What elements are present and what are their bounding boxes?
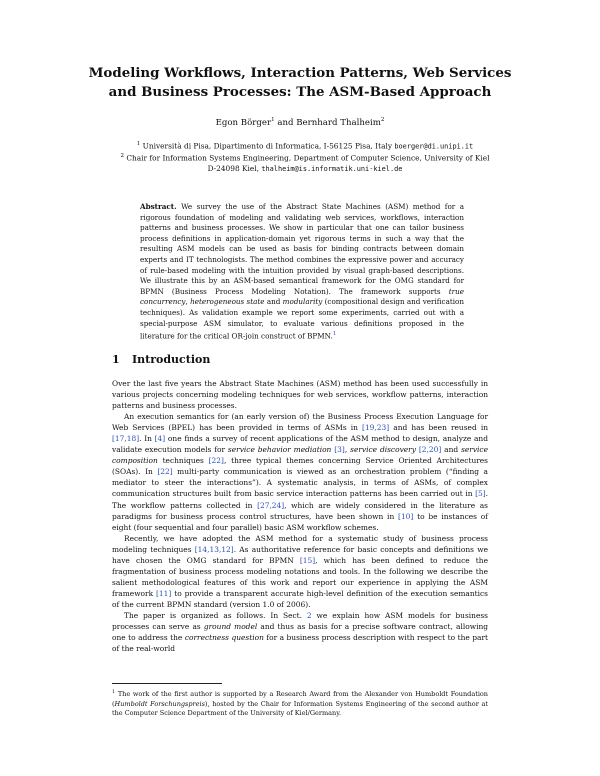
p2-emphasis: service behavior mediation (227, 445, 332, 455)
p4-text: The paper is organized as follows. In Sect. (124, 610, 307, 620)
cite-link[interactable]: [3] (334, 445, 345, 455)
affiliation-1-mark: 1 (136, 141, 141, 147)
author-1-mark: 1 (271, 117, 275, 123)
p2-emphasis: service composition (112, 445, 488, 466)
cite-link[interactable]: [2,20] (418, 445, 442, 455)
cite-link[interactable]: [22] (208, 456, 224, 466)
p4-emphasis: ground model (203, 622, 258, 632)
abstract-text-1: We survey the use of the Abstract State Machines (ASM) method for a rigorous foundation of modeling and validating web services, workflows, interaction patterns and business processes. We show in particular that one can tailor business process definitions in application-domain yet rigorous terms in such a way that the resulting ASM models can be used as basis for binding contracts between domain experts and IT technologists. The method combines the expressive power and accuracy of rule-based modeling with the intuition provided by visual graph-based descriptions. We illustrate this by an ASM-based semantical framework for the OMG standard for BPMN (Business Process Modeling Notation). The framework supports (140, 202, 464, 296)
cite-link[interactable]: [17,18] (112, 434, 140, 444)
paper-title (60, 64, 540, 102)
p2-text: one finds a survey of recent applications of the ASM method to design, analyze and validate execution models for (112, 434, 488, 455)
p2-text: , three typical themes concerning Service Oriented Architectures (SOAs). In (112, 456, 489, 477)
p2-text: . The workflow patterns collected in (112, 489, 488, 510)
section-heading (112, 353, 210, 366)
cite-link[interactable]: [14,13,12] (194, 544, 234, 554)
p4-text: we explain how ASM models for business processes can serve as (112, 610, 488, 632)
section-link[interactable]: 2 (306, 610, 312, 620)
paragraph-3 (112, 533, 488, 610)
affiliation-2-text: Chair for Information Systems Engineering, Department of Computer Science, University of Kiel (126, 153, 490, 163)
author-separator: and (274, 117, 297, 128)
abstract-label: Abstract. (140, 202, 177, 211)
affiliation-1-email[interactable]: boerger@di.unipi.it (394, 142, 474, 151)
title-line-1: Modeling Workflows, Interaction Patterns, Web Services (88, 65, 512, 81)
abstract-em-3: modularity (282, 297, 323, 307)
cite-link[interactable]: [10] (398, 511, 414, 521)
paragraph-4 (112, 610, 488, 654)
p2-text: and (441, 445, 462, 455)
abstract-text-2: (compositional design and verification techniques). As validation example we report some experiments, carried out with a special-purpose ASM simulator, to evaluate various definitions proposed in the literature for the critical OR-join construct of BPMN. (140, 297, 464, 341)
p4-emphasis: correctness question (184, 633, 264, 643)
p2-text: An execution semantics for (an early version of) the Business Process Execution Language for Web Services (BPEL) has been provided in terms of ASMs in (112, 412, 488, 433)
paragraph-2 (112, 411, 488, 533)
footnote-text-1: The work of the first author is supported by a Research Award from the Alexander von Humboldt Foundation ( (112, 690, 488, 708)
p2-emphasis: service discovery (350, 445, 416, 455)
p3-text: , which has been defined to reduce the fragmentation of business process modeling notations and tools. In the following we describe the salient methodological features of this work and report our experience in applying the ASM framework (112, 555, 488, 598)
abstract-em-1: true concurrency (140, 286, 464, 307)
abstract-sep-1: , (185, 297, 191, 307)
p2-text: . In (139, 434, 155, 444)
footnote-rule (112, 683, 222, 684)
abstract-footnote-mark[interactable]: 1 (332, 331, 337, 338)
cite-link[interactable]: [22] (157, 467, 173, 477)
cite-link[interactable]: [11] (156, 588, 172, 598)
affiliation-1-text: Università di Pisa, Dipartimento di Informatica, I-56125 Pisa, Italy (142, 141, 395, 151)
p2-text: techniques (157, 456, 209, 466)
affiliation-2-email[interactable]: thalheim@is.informatik.uni-kiel.de (261, 165, 403, 174)
p2-text: and has been reused in (389, 423, 488, 433)
abstract-em-2: heterogeneous state (190, 297, 265, 307)
p2-text: , (344, 445, 351, 455)
cite-link[interactable]: [19,23] (362, 423, 390, 433)
section-title: Introduction (132, 353, 211, 366)
author-list (60, 117, 540, 128)
footnote (112, 688, 488, 719)
cite-link[interactable]: [5] (475, 489, 486, 499)
footnote-mark: 1 (112, 689, 116, 695)
p2-text: to be instances of eight (four sequential and four parallel) basic ASM workflow schemes. (112, 511, 488, 532)
footnote-text-2: ), hosted by the Chair for Information Systems Engineering of the second author at the Computer Science Department of the University of Kiel/Germany. (112, 699, 489, 718)
affiliation-2-city: D-24098 Kiel, (207, 164, 262, 174)
p3-text: to provide a transparent accurate high-level definition of the execution semantics of the current BPMN standard (version 1.0 of 2006). (112, 588, 488, 609)
author-2: Bernhard Thalheim (296, 117, 381, 128)
author-2-mark: 2 (380, 117, 385, 123)
footnote-emphasis: Humboldt Forschungspreis (114, 699, 205, 708)
abstract-sep-2: and (264, 297, 283, 307)
body-text (112, 378, 488, 654)
affiliation-2-mark: 2 (120, 153, 124, 159)
author-1: Egon Börger (215, 117, 272, 128)
cite-link[interactable]: [4] (154, 434, 166, 444)
cite-link[interactable]: [15] (299, 555, 316, 565)
title-line-2: and Business Processes: The ASM-Based Approach (108, 84, 492, 100)
p2-text: , which are widely considered in the literature as paradigms for business process control structures, have been shown in (112, 500, 488, 521)
affiliation-2 (105, 151, 505, 175)
abstract (140, 202, 464, 342)
p3-text: Recently, we have adopted the ASM method for a systematic study of business process modeling techniques (112, 533, 488, 554)
p4-text: for a business process description with respect to the part of the real-world (112, 633, 489, 654)
p3-text: . As authoritative reference for basic concepts and definitions we have chosen the OMG standard for BPMN (112, 544, 488, 565)
cite-link[interactable]: [27,24] (257, 500, 285, 510)
p4-text: and thus as basis for a precise software contract, allowing one to address the (112, 622, 489, 643)
p2-text: multi-party communication is viewed as an orchestration problem (“finding a mediator to steer the interactions”). A systematic analysis, in terms of ASMs, of complex communication structures built from basic service interaction patterns has been carried out in (112, 467, 488, 499)
paragraph-1: Over the last five years the Abstract State Machines (ASM) method has been used successfully in various projects concerning modeling techniques for web services, workflow patterns, interaction patterns and business processes. (112, 379, 488, 411)
section-number: 1 (112, 353, 120, 366)
